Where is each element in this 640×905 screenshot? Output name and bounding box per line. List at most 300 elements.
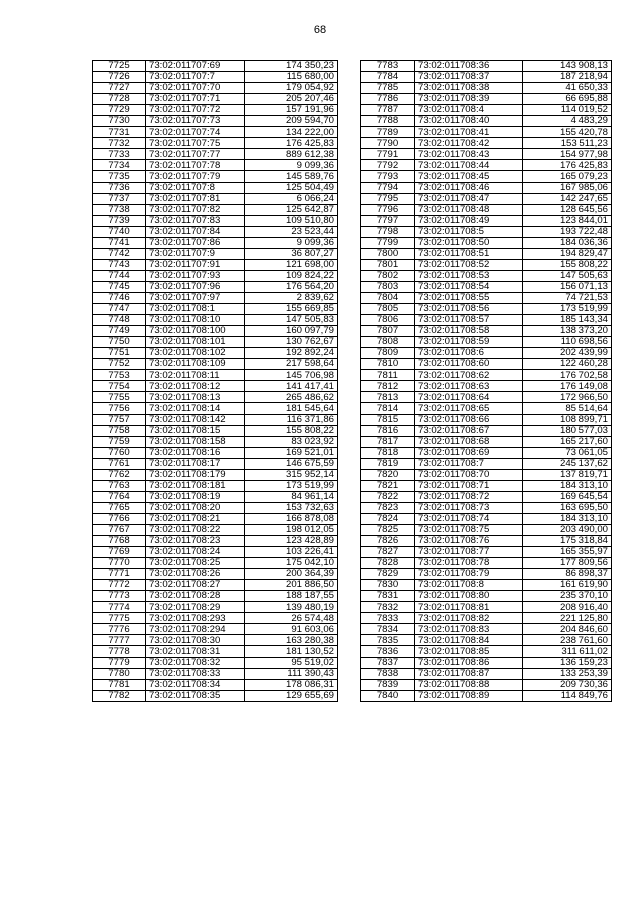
row-number-cell: 7822 xyxy=(361,491,415,502)
row-number-cell: 7799 xyxy=(361,237,415,248)
cadastral-number-cell: 73:02:011707:81 xyxy=(146,193,245,204)
row-number-cell: 7806 xyxy=(361,315,415,326)
row-number-cell: 7753 xyxy=(93,370,146,381)
cadastral-number-cell: 73:02:011708:22 xyxy=(146,524,245,535)
row-number-cell: 7836 xyxy=(361,646,415,657)
row-number-cell: 7809 xyxy=(361,348,415,359)
row-number-cell: 7747 xyxy=(93,304,146,315)
cadastral-number-cell: 73:02:011708:63 xyxy=(415,381,523,392)
cadastral-number-cell: 73:02:011708:83 xyxy=(415,624,523,635)
table-row xyxy=(93,138,338,149)
value-cell: 153 732,63 xyxy=(245,502,338,513)
cadastral-number-cell: 73:02:011707:86 xyxy=(146,237,245,248)
row-number-cell: 7800 xyxy=(361,248,415,259)
table-row xyxy=(361,248,612,259)
cadastral-number-cell: 73:02:011708:60 xyxy=(415,359,523,370)
value-cell: 155 420,78 xyxy=(523,127,612,138)
table-row xyxy=(361,513,612,524)
table-row xyxy=(361,370,612,381)
value-cell: 26 574,48 xyxy=(245,613,338,624)
value-cell: 173 519,99 xyxy=(523,304,612,315)
value-cell: 157 191,96 xyxy=(245,105,338,116)
cadastral-number-cell: 73:02:011708:51 xyxy=(415,248,523,259)
value-cell: 235 370,10 xyxy=(523,591,612,602)
value-cell: 109 510,80 xyxy=(245,215,338,226)
table-row xyxy=(93,469,338,480)
value-cell: 84 961,14 xyxy=(245,491,338,502)
table-row xyxy=(93,270,338,281)
cadastral-number-cell: 73:02:011707:69 xyxy=(146,61,245,72)
cadastral-number-cell: 73:02:011708:49 xyxy=(415,215,523,226)
row-number-cell: 7776 xyxy=(93,624,146,635)
value-cell: 147 505,63 xyxy=(523,270,612,281)
table-row xyxy=(93,171,338,182)
table-row xyxy=(361,480,612,491)
row-number-cell: 7750 xyxy=(93,337,146,348)
value-cell: 134 222,00 xyxy=(245,127,338,138)
table-row xyxy=(361,138,612,149)
row-number-cell: 7814 xyxy=(361,403,415,414)
value-cell: 176 564,20 xyxy=(245,281,338,292)
table-row xyxy=(361,127,612,138)
table-row xyxy=(93,105,338,116)
row-number-cell: 7746 xyxy=(93,292,146,303)
row-number-cell: 7765 xyxy=(93,502,146,513)
value-cell: 177 809,56 xyxy=(523,558,612,569)
row-number-cell: 7834 xyxy=(361,624,415,635)
row-number-cell: 7823 xyxy=(361,502,415,513)
row-number-cell: 7805 xyxy=(361,304,415,315)
cadastral-number-cell: 73:02:011708:6 xyxy=(415,348,523,359)
table-row xyxy=(361,160,612,171)
row-number-cell: 7761 xyxy=(93,458,146,469)
table-row xyxy=(93,536,338,547)
table-row xyxy=(93,326,338,337)
value-cell: 115 680,00 xyxy=(245,72,338,83)
value-cell: 179 054,92 xyxy=(245,83,338,94)
cadastral-number-cell: 73:02:011708:86 xyxy=(415,657,523,668)
row-number-cell: 7737 xyxy=(93,193,146,204)
row-number-cell: 7759 xyxy=(93,436,146,447)
row-number-cell: 7819 xyxy=(361,458,415,469)
value-cell: 123 428,89 xyxy=(245,536,338,547)
row-number-cell: 7840 xyxy=(361,690,415,701)
cadastral-number-cell: 73:02:011708:57 xyxy=(415,315,523,326)
value-cell: 109 824,22 xyxy=(245,270,338,281)
cadastral-number-cell: 73:02:011708:38 xyxy=(415,83,523,94)
cadastral-number-cell: 73:02:011708:293 xyxy=(146,613,245,624)
value-cell: 122 460,28 xyxy=(523,359,612,370)
cadastral-number-cell: 73:02:011708:101 xyxy=(146,337,245,348)
cadastral-number-cell: 73:02:011708:15 xyxy=(146,425,245,436)
value-cell: 169 645,54 xyxy=(523,491,612,502)
table-row xyxy=(93,315,338,326)
value-cell: 9 099,36 xyxy=(245,237,338,248)
table-row xyxy=(93,635,338,646)
row-number-cell: 7827 xyxy=(361,547,415,558)
table-row xyxy=(93,381,338,392)
cadastral-number-cell: 73:02:011707:73 xyxy=(146,116,245,127)
value-cell: 181 130,52 xyxy=(245,646,338,657)
cadastral-number-cell: 73:02:011708:66 xyxy=(415,414,523,425)
row-number-cell: 7797 xyxy=(361,215,415,226)
cadastral-number-cell: 73:02:011707:91 xyxy=(146,259,245,270)
table-row xyxy=(93,646,338,657)
table-row xyxy=(93,679,338,690)
table-row xyxy=(93,491,338,502)
table-row xyxy=(361,304,612,315)
row-number-cell: 7752 xyxy=(93,359,146,370)
value-cell: 154 977,98 xyxy=(523,149,612,160)
row-number-cell: 7729 xyxy=(93,105,146,116)
value-cell: 155 808,22 xyxy=(245,425,338,436)
table-row xyxy=(93,513,338,524)
cadastral-number-cell: 73:02:011708:74 xyxy=(415,513,523,524)
table-row xyxy=(93,591,338,602)
row-number-cell: 7804 xyxy=(361,292,415,303)
value-cell: 143 908,13 xyxy=(523,61,612,72)
table-row xyxy=(361,414,612,425)
row-number-cell: 7756 xyxy=(93,403,146,414)
row-number-cell: 7731 xyxy=(93,127,146,138)
table-row xyxy=(361,602,612,613)
table-row xyxy=(361,348,612,359)
row-number-cell: 7810 xyxy=(361,359,415,370)
table-row xyxy=(93,524,338,535)
cadastral-number-cell: 73:02:011708:5 xyxy=(415,226,523,237)
table-row xyxy=(361,315,612,326)
row-number-cell: 7791 xyxy=(361,149,415,160)
value-cell: 175 042,10 xyxy=(245,558,338,569)
value-cell: 145 706,98 xyxy=(245,370,338,381)
cadastral-number-cell: 73:02:011708:32 xyxy=(146,657,245,668)
cadastral-number-cell: 73:02:011708:142 xyxy=(146,414,245,425)
table-row xyxy=(93,160,338,171)
cadastral-number-cell: 73:02:011708:10 xyxy=(146,315,245,326)
value-cell: 188 187,55 xyxy=(245,591,338,602)
cadastral-number-cell: 73:02:011708:39 xyxy=(415,94,523,105)
cadastral-number-cell: 73:02:011708:179 xyxy=(146,469,245,480)
table-row xyxy=(93,480,338,491)
row-number-cell: 7749 xyxy=(93,326,146,337)
cadastral-number-cell: 73:02:011708:67 xyxy=(415,425,523,436)
value-cell: 203 490,00 xyxy=(523,524,612,535)
cadastral-number-cell: 73:02:011708:65 xyxy=(415,403,523,414)
table-row xyxy=(361,668,612,679)
table-row xyxy=(93,248,338,259)
row-number-cell: 7803 xyxy=(361,281,415,292)
value-cell: 36 807,27 xyxy=(245,248,338,259)
table-row xyxy=(361,281,612,292)
row-number-cell: 7794 xyxy=(361,182,415,193)
table-row xyxy=(361,447,612,458)
table-row xyxy=(93,193,338,204)
table-row xyxy=(93,690,338,701)
table-row xyxy=(361,558,612,569)
table-row xyxy=(361,469,612,480)
cadastral-number-cell: 73:02:011708:30 xyxy=(146,635,245,646)
value-cell: 91 603,06 xyxy=(245,624,338,635)
table-row xyxy=(361,116,612,127)
cadastral-number-cell: 73:02:011707:72 xyxy=(146,105,245,116)
page-number: 68 xyxy=(313,24,327,36)
table-row xyxy=(93,215,338,226)
table-row xyxy=(93,61,338,72)
cadastral-number-cell: 73:02:011708:35 xyxy=(146,690,245,701)
value-cell: 145 589,76 xyxy=(245,171,338,182)
value-cell: 208 916,40 xyxy=(523,602,612,613)
row-number-cell: 7777 xyxy=(93,635,146,646)
row-number-cell: 7751 xyxy=(93,348,146,359)
value-cell: 167 985,06 xyxy=(523,182,612,193)
value-cell: 209 594,70 xyxy=(245,116,338,127)
row-number-cell: 7741 xyxy=(93,237,146,248)
cadastral-number-cell: 73:02:011708:56 xyxy=(415,304,523,315)
value-cell: 147 505,83 xyxy=(245,315,338,326)
cadastral-number-cell: 73:02:011708:19 xyxy=(146,491,245,502)
cadastral-number-cell: 73:02:011707:75 xyxy=(146,138,245,149)
row-number-cell: 7754 xyxy=(93,381,146,392)
value-cell: 163 280,38 xyxy=(245,635,338,646)
row-number-cell: 7735 xyxy=(93,171,146,182)
value-cell: 125 504,49 xyxy=(245,182,338,193)
table-row xyxy=(361,502,612,513)
cadastral-number-cell: 73:02:011708:88 xyxy=(415,679,523,690)
row-number-cell: 7767 xyxy=(93,524,146,535)
table-row xyxy=(93,94,338,105)
table-row xyxy=(93,127,338,138)
row-number-cell: 7818 xyxy=(361,447,415,458)
row-number-cell: 7795 xyxy=(361,193,415,204)
row-number-cell: 7748 xyxy=(93,315,146,326)
row-number-cell: 7766 xyxy=(93,513,146,524)
table-row xyxy=(93,149,338,160)
row-number-cell: 7763 xyxy=(93,480,146,491)
row-number-cell: 7802 xyxy=(361,270,415,281)
table-row xyxy=(361,326,612,337)
row-number-cell: 7768 xyxy=(93,536,146,547)
row-number-cell: 7745 xyxy=(93,281,146,292)
value-cell: 889 612,38 xyxy=(245,149,338,160)
row-number-cell: 7782 xyxy=(93,690,146,701)
cadastral-number-cell: 73:02:011707:82 xyxy=(146,204,245,215)
table-row xyxy=(361,392,612,403)
value-cell: 202 439,99 xyxy=(523,348,612,359)
row-number-cell: 7789 xyxy=(361,127,415,138)
cadastral-number-cell: 73:02:011707:8 xyxy=(146,182,245,193)
value-cell: 180 577,03 xyxy=(523,425,612,436)
value-cell: 108 899,71 xyxy=(523,414,612,425)
cadastral-number-cell: 73:02:011708:55 xyxy=(415,292,523,303)
value-cell: 265 486,62 xyxy=(245,392,338,403)
cadastral-number-cell: 73:02:011708:81 xyxy=(415,602,523,613)
table-row xyxy=(93,657,338,668)
table-row xyxy=(361,403,612,414)
cadastral-number-cell: 73:02:011708:41 xyxy=(415,127,523,138)
value-cell: 175 318,84 xyxy=(523,536,612,547)
row-number-cell: 7762 xyxy=(93,469,146,480)
row-number-cell: 7813 xyxy=(361,392,415,403)
cadastral-number-cell: 73:02:011708:37 xyxy=(415,72,523,83)
value-cell: 130 762,67 xyxy=(245,337,338,348)
table-row xyxy=(361,536,612,547)
cadastral-number-cell: 73:02:011707:96 xyxy=(146,281,245,292)
value-cell: 165 079,23 xyxy=(523,171,612,182)
value-cell: 137 819,71 xyxy=(523,469,612,480)
row-number-cell: 7811 xyxy=(361,370,415,381)
value-cell: 114 849,76 xyxy=(523,690,612,701)
value-cell: 160 097,79 xyxy=(245,326,338,337)
value-cell: 238 761,60 xyxy=(523,635,612,646)
value-cell: 66 695,88 xyxy=(523,94,612,105)
value-cell: 165 217,60 xyxy=(523,436,612,447)
cadastral-number-cell: 73:02:011708:62 xyxy=(415,370,523,381)
table-row xyxy=(361,105,612,116)
cadastral-number-cell: 73:02:011707:7 xyxy=(146,72,245,83)
table-row xyxy=(93,502,338,513)
row-number-cell: 7779 xyxy=(93,657,146,668)
row-number-cell: 7770 xyxy=(93,558,146,569)
table-row xyxy=(361,149,612,160)
row-number-cell: 7829 xyxy=(361,569,415,580)
row-number-cell: 7769 xyxy=(93,547,146,558)
table-row xyxy=(361,635,612,646)
table-row xyxy=(93,116,338,127)
table-row xyxy=(361,646,612,657)
row-number-cell: 7786 xyxy=(361,94,415,105)
cadastral-number-cell: 73:02:011708:68 xyxy=(415,436,523,447)
row-number-cell: 7757 xyxy=(93,414,146,425)
table-row xyxy=(361,569,612,580)
row-number-cell: 7817 xyxy=(361,436,415,447)
cadastral-number-cell: 73:02:011708:80 xyxy=(415,591,523,602)
cadastral-number-cell: 73:02:011708:47 xyxy=(415,193,523,204)
table-row xyxy=(361,524,612,535)
table-row xyxy=(361,458,612,469)
row-number-cell: 7773 xyxy=(93,591,146,602)
cadastral-number-cell: 73:02:011708:102 xyxy=(146,348,245,359)
row-number-cell: 7733 xyxy=(93,149,146,160)
value-cell: 173 519,99 xyxy=(245,480,338,491)
row-number-cell: 7738 xyxy=(93,204,146,215)
table-row xyxy=(361,591,612,602)
cadastral-number-cell: 73:02:011708:52 xyxy=(415,259,523,270)
value-cell: 110 698,56 xyxy=(523,337,612,348)
value-cell: 9 099,36 xyxy=(245,160,338,171)
cadastral-number-cell: 73:02:011708:48 xyxy=(415,204,523,215)
table-row xyxy=(93,337,338,348)
value-cell: 201 886,50 xyxy=(245,580,338,591)
cadastral-number-cell: 73:02:011708:8 xyxy=(415,580,523,591)
row-number-cell: 7732 xyxy=(93,138,146,149)
value-cell: 142 247,65 xyxy=(523,193,612,204)
cadastral-number-cell: 73:02:011708:59 xyxy=(415,337,523,348)
table-row xyxy=(93,292,338,303)
value-cell: 184 313,10 xyxy=(523,513,612,524)
table-row xyxy=(361,237,612,248)
table-row xyxy=(93,392,338,403)
row-number-cell: 7828 xyxy=(361,558,415,569)
table-row xyxy=(361,381,612,392)
cadastral-number-cell: 73:02:011707:9 xyxy=(146,248,245,259)
cadastral-number-cell: 73:02:011708:36 xyxy=(415,61,523,72)
table-row xyxy=(361,83,612,94)
value-cell: 133 253,39 xyxy=(523,668,612,679)
cadastral-number-cell: 73:02:011708:33 xyxy=(146,668,245,679)
value-cell: 176 425,83 xyxy=(523,160,612,171)
row-number-cell: 7743 xyxy=(93,259,146,270)
value-cell: 153 511,23 xyxy=(523,138,612,149)
row-number-cell: 7744 xyxy=(93,270,146,281)
right-parcel-table xyxy=(360,60,612,702)
table-row xyxy=(361,491,612,502)
row-number-cell: 7772 xyxy=(93,580,146,591)
cadastral-number-cell: 73:02:011708:40 xyxy=(415,116,523,127)
cadastral-number-cell: 73:02:011708:82 xyxy=(415,613,523,624)
row-number-cell: 7815 xyxy=(361,414,415,425)
table-row xyxy=(361,425,612,436)
cadastral-number-cell: 73:02:011707:74 xyxy=(146,127,245,138)
value-cell: 198 012,05 xyxy=(245,524,338,535)
row-number-cell: 7780 xyxy=(93,668,146,679)
table-row xyxy=(93,226,338,237)
value-cell: 2 839,62 xyxy=(245,292,338,303)
value-cell: 23 523,44 xyxy=(245,226,338,237)
value-cell: 161 619,90 xyxy=(523,580,612,591)
cadastral-number-cell: 73:02:011708:72 xyxy=(415,491,523,502)
value-cell: 136 159,23 xyxy=(523,657,612,668)
cadastral-number-cell: 73:02:011708:58 xyxy=(415,326,523,337)
row-number-cell: 7821 xyxy=(361,480,415,491)
value-cell: 86 898,37 xyxy=(523,569,612,580)
table-row xyxy=(361,215,612,226)
value-cell: 172 966,50 xyxy=(523,392,612,403)
value-cell: 111 390,43 xyxy=(245,668,338,679)
cadastral-number-cell: 73:02:011708:87 xyxy=(415,668,523,679)
table-row xyxy=(93,359,338,370)
cadastral-number-cell: 73:02:011707:78 xyxy=(146,160,245,171)
cadastral-number-cell: 73:02:011708:71 xyxy=(415,480,523,491)
cadastral-number-cell: 73:02:011708:64 xyxy=(415,392,523,403)
cadastral-number-cell: 73:02:011708:26 xyxy=(146,569,245,580)
value-cell: 41 650,33 xyxy=(523,83,612,94)
row-number-cell: 7837 xyxy=(361,657,415,668)
table-row xyxy=(93,458,338,469)
value-cell: 176 702,58 xyxy=(523,370,612,381)
cadastral-number-cell: 73:02:011708:31 xyxy=(146,646,245,657)
row-number-cell: 7783 xyxy=(361,61,415,72)
row-number-cell: 7793 xyxy=(361,171,415,182)
value-cell: 163 695,50 xyxy=(523,502,612,513)
row-number-cell: 7774 xyxy=(93,602,146,613)
value-cell: 204 846,60 xyxy=(523,624,612,635)
table-row xyxy=(93,304,338,315)
value-cell: 4 483,29 xyxy=(523,116,612,127)
value-cell: 193 722,48 xyxy=(523,226,612,237)
table-row xyxy=(361,337,612,348)
value-cell: 176 149,08 xyxy=(523,381,612,392)
table-row xyxy=(361,193,612,204)
row-number-cell: 7775 xyxy=(93,613,146,624)
cadastral-number-cell: 73:02:011708:28 xyxy=(146,591,245,602)
cadastral-number-cell: 73:02:011708:43 xyxy=(415,149,523,160)
value-cell: 146 675,59 xyxy=(245,458,338,469)
cadastral-number-cell: 73:02:011708:73 xyxy=(415,502,523,513)
value-cell: 174 350,23 xyxy=(245,61,338,72)
table-row xyxy=(93,414,338,425)
cadastral-number-cell: 73:02:011707:83 xyxy=(146,215,245,226)
table-row xyxy=(93,281,338,292)
